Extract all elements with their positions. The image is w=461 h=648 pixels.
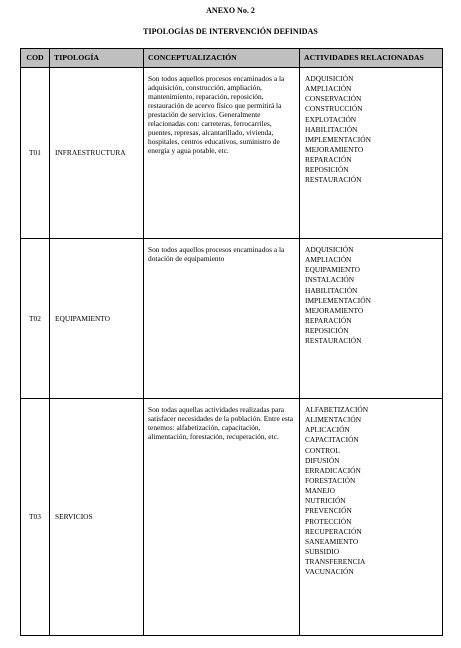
activity-item: AMPLIACIÓN <box>305 84 352 94</box>
annex-title: ANEXO No. 2 <box>206 6 255 15</box>
row-cod: T03 <box>21 399 50 636</box>
activity-item: SANEAMIENTO <box>305 536 359 546</box>
activity-item: NUTRICIÓN <box>305 496 346 506</box>
row-tipologia: INFRAESTRUCTURA <box>50 68 144 239</box>
activity-item: MEJORAMIENTO <box>305 144 364 154</box>
activity-item: APLICACIÓN <box>305 425 350 435</box>
row-conceptualizacion: Son todos aquellos procesos encaminados a la adquisición, construcción, ampliación, mantenimiento, reparación, reposición, restauración de acervo físico que permitirá la prestación de servicios. Generalmente relacionadas con: carreteras, ferrocarriles, puentes, represas, alcantarillado, vivienda, hospitales, centros educativos, suministro de energía y agua potable, etc. <box>144 68 300 239</box>
row-conceptualizacion: Son todas aquellas actividades realizadas para satisfacer necesidades de la población. Entre esta tenemos: alfabetización, capacitación, alimentación, forestación, recuperación, etc. <box>144 399 300 636</box>
activity-item: HABILITACIÓN <box>305 124 358 134</box>
row-tipologia: EQUIPAMIENTO <box>50 239 144 399</box>
activity-item: RECUPERACIÓN <box>305 526 362 536</box>
activity-item: ERRADICACIÓN <box>305 465 361 475</box>
activity-item: CONSTRUCCIÓN <box>305 104 363 114</box>
table-row <box>21 399 443 636</box>
activity-item: ALFABETIZACIÓN <box>305 405 369 414</box>
activity-item: IMPLEMENTACIÓN <box>305 295 371 305</box>
activity-item: MANEJO <box>305 486 335 496</box>
activity-item: CAPACITACIÓN <box>305 435 359 445</box>
activity-item: ADQUISICIÓN <box>305 245 354 254</box>
header-tipologia: TIPOLOGÍA <box>50 49 144 68</box>
table-row <box>21 68 443 239</box>
document-title: TIPOLOGÍAS DE INTERVENCIÓN DEFINIDAS <box>143 27 318 36</box>
activity-item: ALIMENTACIÓN <box>305 415 362 425</box>
header-cod: COD <box>21 49 50 68</box>
activity-item: INSTALACIÓN <box>305 275 355 285</box>
activity-item: REPOSICIÓN <box>305 165 349 175</box>
row-actividades <box>300 239 443 399</box>
activity-item: REPOSICIÓN <box>305 326 349 336</box>
activity-item: HABILITACIÓN <box>305 285 358 295</box>
table-row <box>21 239 443 399</box>
activity-item: VACUNACIÓN <box>305 567 354 577</box>
activity-item: REPARACIÓN <box>305 155 352 165</box>
activity-item: RESTAURACIÓN <box>305 336 362 346</box>
activity-item: REPARACIÓN <box>305 315 352 325</box>
activity-item: SUBSIDIO <box>305 546 340 556</box>
activity-item: EXPLOTACIÓN <box>305 114 357 124</box>
header-actividades: ACTIVIDADES RELACIONADAS <box>300 49 443 68</box>
activity-item: EQUIPAMIENTO <box>305 265 361 275</box>
activity-item: ADQUISICIÓN <box>305 74 354 83</box>
activity-item: TRANSFERENCIA <box>305 557 366 567</box>
activity-item: CONTROL <box>305 445 340 455</box>
row-cod: T02 <box>21 239 50 399</box>
activity-item: FORESTACIÓN <box>305 475 356 485</box>
row-actividades <box>300 399 443 636</box>
row-tipologia: SERVICIOS <box>50 399 144 636</box>
row-actividades <box>300 68 443 239</box>
row-conceptualizacion: Son todos aquellos procesos encaminados a la dotación de equipamiento <box>144 239 300 399</box>
activity-item: RESTAURACIÓN <box>305 175 362 185</box>
activity-item: CONSERVACIÓN <box>305 94 362 104</box>
activity-item: DIFUSIÓN <box>305 455 340 465</box>
header-conceptualizacion: CONCEPTUALIZACIÓN <box>144 49 300 68</box>
activity-item: PROTECCIÓN <box>305 516 352 526</box>
activity-item: PREVENCIÓN <box>305 506 352 516</box>
activity-item: IMPLEMENTACIÓN <box>305 134 371 144</box>
row-cod: T01 <box>21 68 50 239</box>
typology-table <box>20 48 443 636</box>
table-header-row <box>21 49 443 68</box>
activity-item: MEJORAMIENTO <box>305 305 364 315</box>
activity-item: AMPLIACIÓN <box>305 255 352 265</box>
